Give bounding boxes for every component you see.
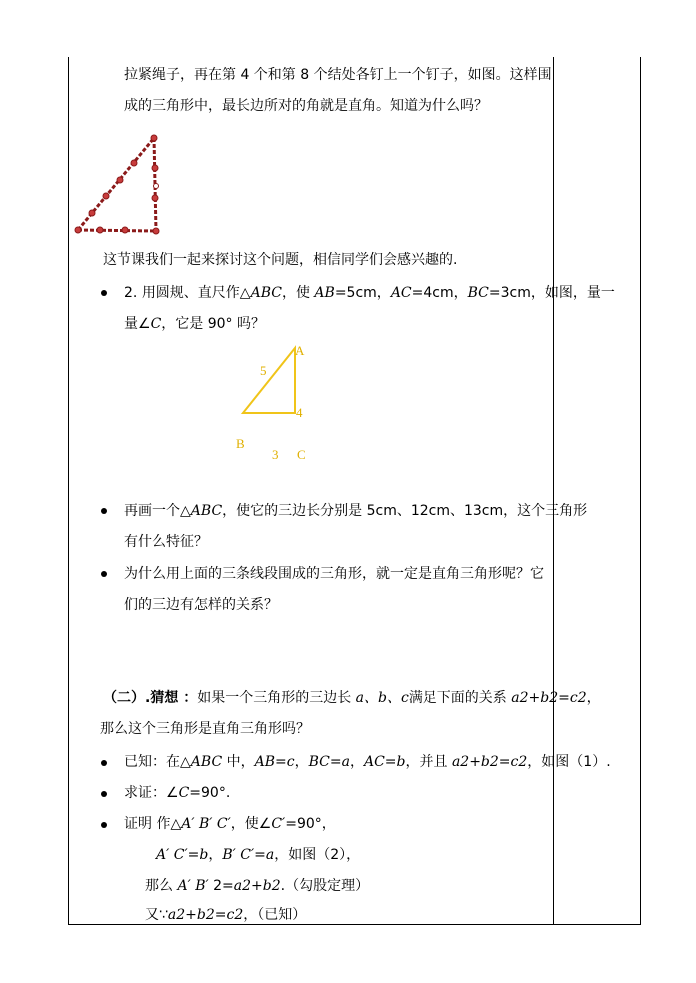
known-line: 已知：在△ABC 中，AB=c，BC=a，AC=b，并且 a2+b2=c2，如图（1）. (124, 754, 611, 770)
label-side-5: 5 (260, 363, 267, 378)
guess-line2: 那么这个三角形是直角三角形吗？ (100, 721, 310, 737)
guess-line1: （二）.猜想 ：如果一个三角形的三边长 a、b、c满足下面的关系 a2+b2=c2， (103, 690, 601, 706)
bullet-proof (101, 822, 107, 828)
label-a: A (295, 343, 305, 358)
bullet-item3 (101, 508, 107, 514)
table-left-border (68, 57, 69, 925)
bullet-item2 (101, 290, 107, 296)
proof-line1: 证明 作△A′ B′ C′，使∠C′=90°， (124, 816, 336, 832)
item2-line2: 量∠C，它是 90° 吗？ (124, 316, 265, 332)
bullet-known (101, 760, 107, 766)
para1-line2: 成的三角形中，最长边所对的角就是直角。知道为什么吗？ (124, 98, 488, 114)
rope-triangle-figure (70, 128, 170, 238)
table-bottom-border (68, 924, 641, 925)
proof-line2: A′ C′=b，B′ C′=a，如图（2）， (156, 847, 361, 863)
bullet-prove (101, 791, 107, 797)
proof-line3: 那么 A′ B′ 2=a2+b2.（勾股定理） (145, 878, 370, 894)
label-b: B (236, 436, 245, 451)
proof-line4: 又∵a2+b2=c2，（已知） (145, 907, 307, 923)
prove-line: 求证：∠C=90°. (124, 785, 231, 801)
triangle-abc-figure (240, 345, 300, 420)
item4-line1: 为什么用上面的三条线段围成的三角形，就一定是直角三角形呢？它 (124, 566, 544, 582)
item3-line2: 有什么特征？ (124, 534, 208, 550)
label-side-3: 3 (272, 447, 279, 462)
bullet-item4 (101, 571, 107, 577)
para1-line1: 拉紧绳子，再在第 4 个和第 8 个结处各钉上一个钉子，如图。这样围 (124, 67, 552, 83)
item3-line1: 再画一个△ABC，使它的三边长分别是 5cm、12cm、13cm，这个三角形 (124, 503, 588, 519)
table-divider (553, 57, 554, 925)
item4-line2: 们的三边有怎样的关系？ (124, 597, 278, 613)
table-right-border (640, 57, 641, 925)
label-c: C (297, 447, 306, 462)
label-side-4: 4 (296, 405, 303, 420)
para2: 这节课我们一起来探讨这个问题，相信同学们会感兴趣的. (103, 252, 458, 268)
item2-line1: 2. 用圆规、直尺作△ABC，使 AB=5cm，AC=4cm，BC=3cm，如图，量一 (124, 285, 615, 301)
